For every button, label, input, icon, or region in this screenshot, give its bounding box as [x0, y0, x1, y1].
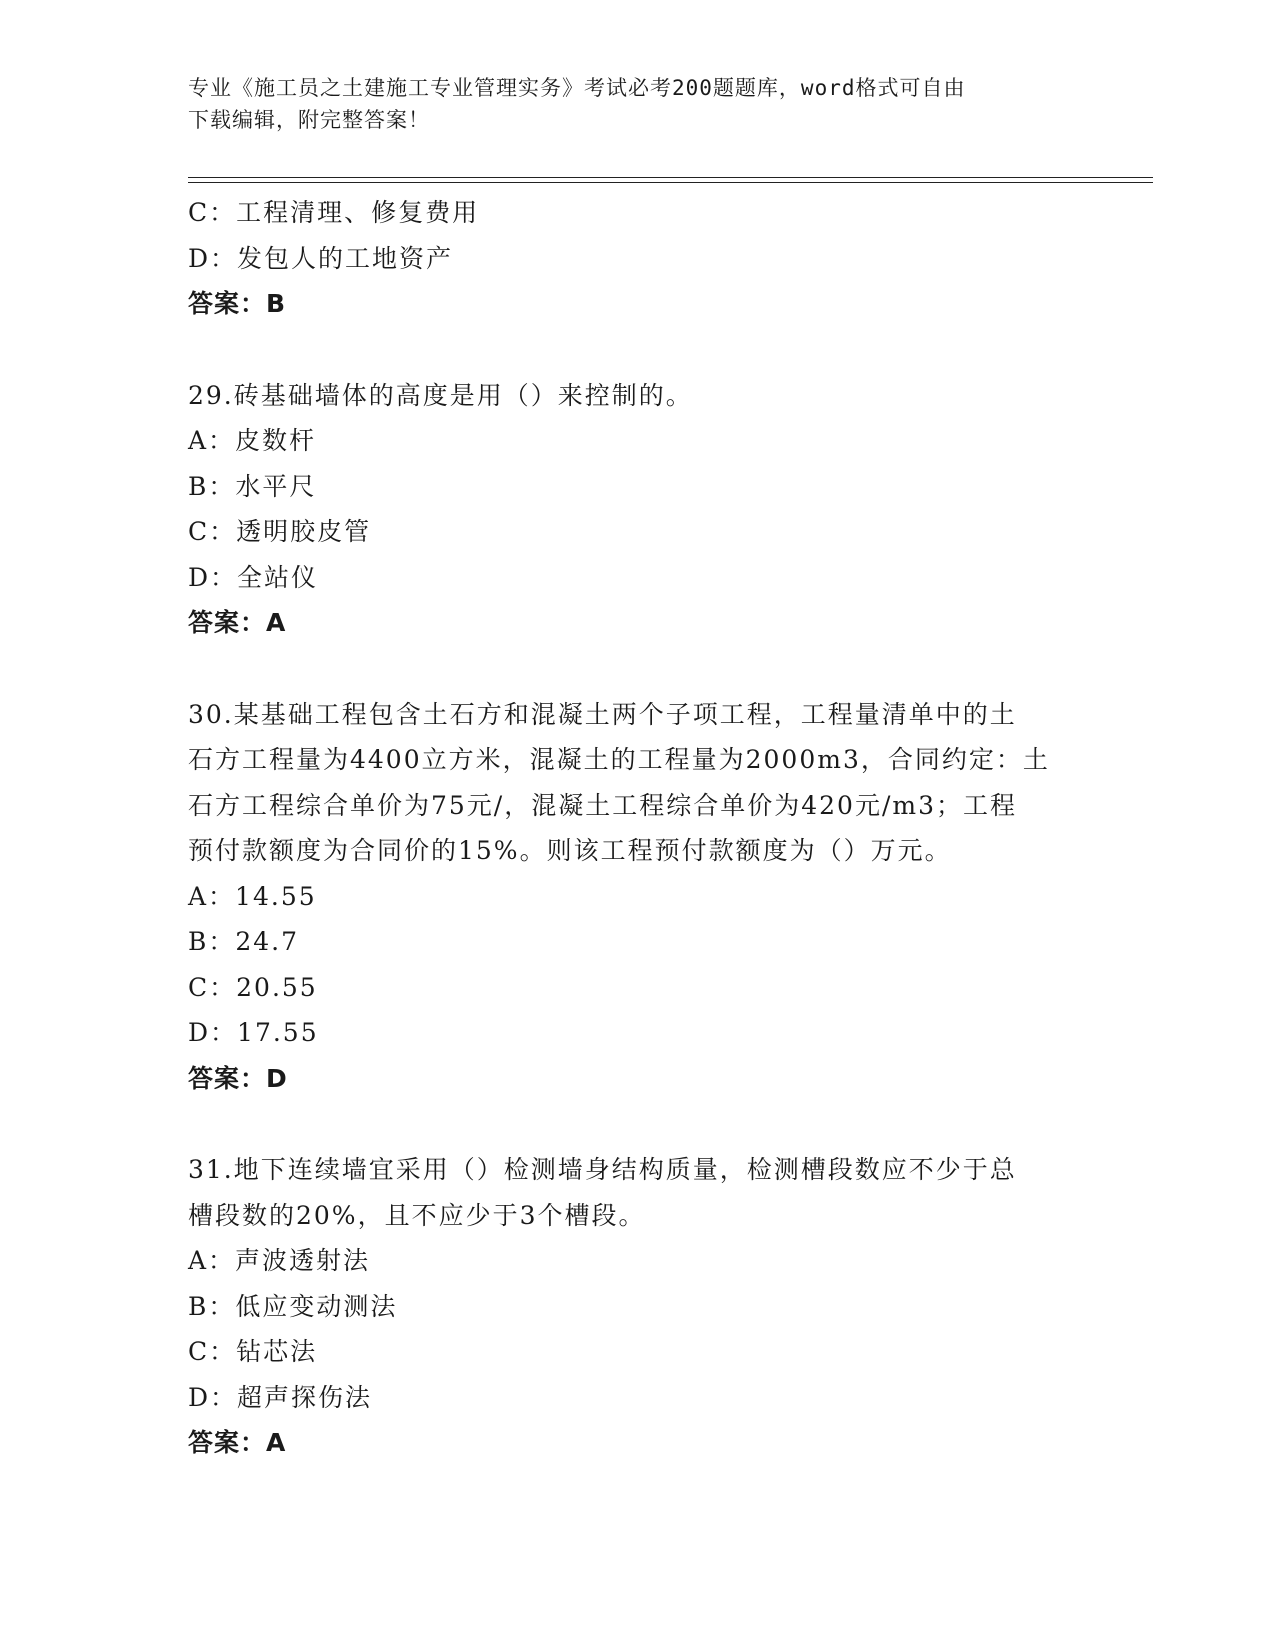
- option-a: A：声波透射法: [188, 1246, 371, 1275]
- option-b: B：低应变动测法: [188, 1291, 398, 1321]
- answer-label: 答案：A: [188, 1428, 287, 1457]
- question-stem-line: 槽段数的20%，且不应少于3个槽段。: [188, 1200, 646, 1230]
- answer-label: 答案：B: [188, 289, 287, 318]
- question-list: [188, 190, 1088, 1466]
- question-30: [188, 692, 1088, 1102]
- option-c: C：钻芯法: [188, 1337, 318, 1366]
- question-31: [188, 1147, 1088, 1466]
- question-stem-line: 预付款额度为合同价的15%。则该工程预付款额度为（）万元。: [188, 836, 952, 865]
- option-c: C：透明胶皮管: [188, 517, 372, 546]
- question-28-tail: [188, 190, 1088, 327]
- question-stem: 29.砖基础墙体的高度是用（）来控制的。: [188, 380, 693, 410]
- header-line-2: 下载编辑，附完整答案！: [188, 108, 430, 132]
- header-line-1: 专业《施工员之土建施工专业管理实务》考试必考200题题库，word格式可自由: [188, 76, 966, 100]
- option-d: D：全站仪: [188, 562, 319, 592]
- question-29: [188, 373, 1088, 646]
- spacer: [188, 1101, 1088, 1147]
- option-c: C：20.55: [188, 972, 318, 1002]
- answer-label: 答案：A: [188, 608, 287, 637]
- option-c: C：工程清理、修复费用: [188, 198, 480, 227]
- answer-label: 答案：D: [188, 1063, 288, 1093]
- spacer: [188, 327, 1088, 373]
- option-d: D：发包人的工地资产: [188, 243, 454, 273]
- question-stem-line: 石方工程量为4400立方米，混凝土的工程量为2000m3，合同约定：土: [188, 745, 1050, 774]
- option-d: D：超声探伤法: [188, 1382, 373, 1412]
- question-stem-line: 石方工程综合单价为75元/，混凝土工程综合单价为420元/m3；工程: [188, 790, 1017, 820]
- option-b: B：24.7: [188, 927, 300, 956]
- option-b: B：水平尺: [188, 471, 317, 501]
- header-rule-bottom: [188, 182, 1153, 183]
- document-header: [188, 72, 1088, 136]
- option-a: A：14.55: [188, 881, 317, 911]
- option-a: A：皮数杆: [188, 426, 317, 455]
- spacer: [188, 646, 1088, 692]
- question-stem-line: 31.地下连续墙宜采用（）检测墙身结构质量，检测槽段数应不少于总: [188, 1155, 1017, 1184]
- option-d: D：17.55: [188, 1018, 319, 1047]
- header-rule-top: [188, 177, 1153, 178]
- question-stem-line: 30.某基础工程包含土石方和混凝土两个子项工程，工程量清单中的土: [188, 699, 1017, 729]
